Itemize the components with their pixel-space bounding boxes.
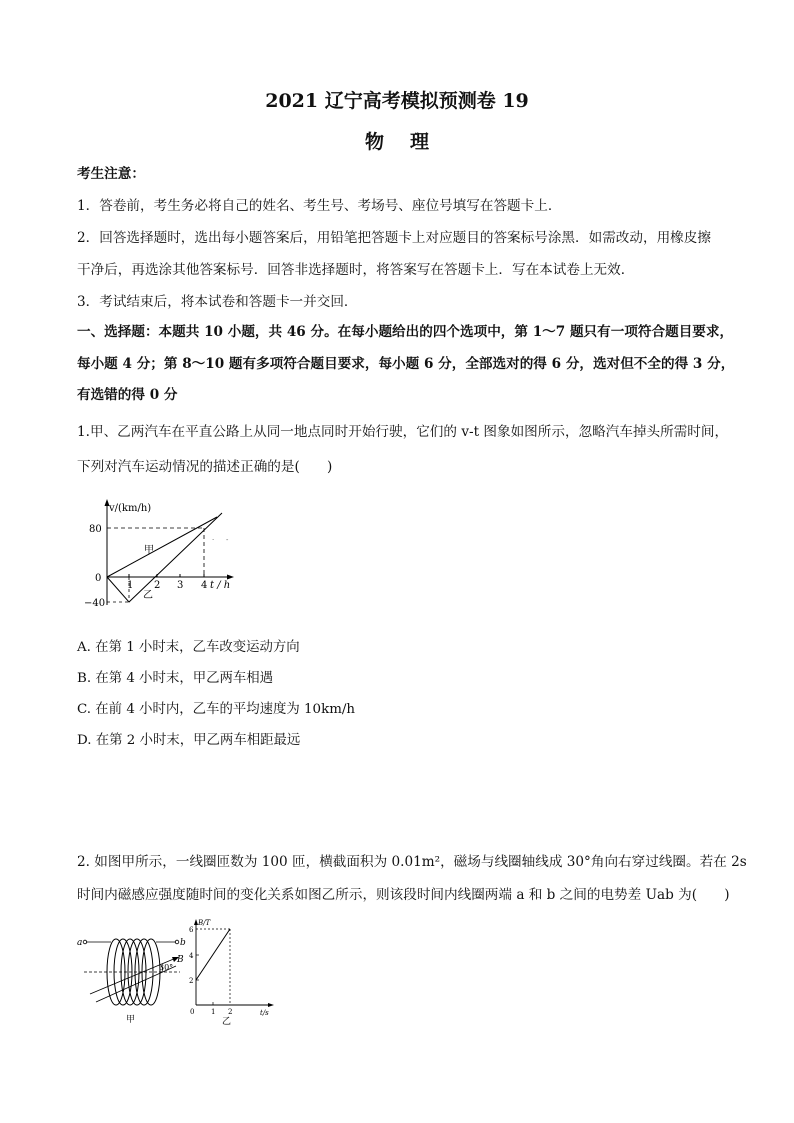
q2-ytick-6: 6 <box>189 926 194 934</box>
q1-ytick-0: 0 <box>95 573 102 584</box>
q1-label-jia: 甲 <box>144 545 154 556</box>
q2-xtick-1: 1 <box>211 1008 216 1016</box>
q2-xtick-2: 2 <box>228 1008 233 1016</box>
q2-bt-graph <box>184 915 284 1027</box>
q1-stem-1: 1.甲、乙两汽车在平直公路上从同一地点同时开始行驶，它们的 v-t 图象如图所示，忽略汽车掉头所需时间， <box>77 424 729 440</box>
q2-xlabel: t/s <box>260 1009 269 1017</box>
svg-text:·: · <box>212 536 215 544</box>
q1-line-jia <box>107 517 217 577</box>
q2-stem-1: 2. 如图甲所示，一线圈匝数为 100 匝，横截面积为 0.01m²，磁场与线圈轴线成 30°角向右穿过线圈。若在 2s <box>77 854 747 870</box>
q1-label-yi: 乙 <box>143 590 153 601</box>
q1-option-d: D. 在第 2 小时末，甲乙两车相距最远 <box>77 733 301 748</box>
q1-xlabel: t / h <box>210 580 231 591</box>
exam-title: 2021 辽宁高考模拟预测卷 19 <box>265 90 529 112</box>
q2-label-b: b <box>180 938 186 948</box>
q1-option-c: C. 在前 4 小时内，乙车的平均速度为 10km/h <box>77 702 356 717</box>
q1-option-a: A. 在第 1 小时末，乙车改变运动方向 <box>77 640 300 655</box>
q2-label-a: a <box>77 938 83 948</box>
q1-option-b: B. 在第 4 小时末，甲乙两车相遇 <box>77 671 274 686</box>
q1-xtick-4: 4 <box>201 580 208 591</box>
section1-line-3: 有选错的得 0 分 <box>77 387 178 403</box>
notice-item-3: 3．考试结束后，将本试卷和答题卡一并交回． <box>77 294 358 310</box>
q2-line-B <box>196 929 230 980</box>
q2-ytick-2: 2 <box>189 977 194 985</box>
q1-stem-2: 下列对汽车运动情况的描述正确的是( ) <box>77 459 333 475</box>
q2-xtick-0: 0 <box>190 1008 195 1016</box>
q2-graph-caption: 乙 <box>222 1017 232 1027</box>
subject-title: 物理 <box>364 131 455 153</box>
q1-xtick-1: 1 <box>127 580 134 591</box>
q1-xtick-2: 2 <box>154 580 161 591</box>
notice-item-1: 1．答卷前，考生务必将自己的姓名、考生号、考场号、座位号填写在答题卡上． <box>77 198 562 214</box>
section1-line-2: 每小题 4 分；第 8～10 题有多项符合题目要求，每小题 6 分，全部选对的得 6 分，选对但不全的得 3 分， <box>77 356 735 372</box>
q2-label-B: B <box>177 955 184 965</box>
q2-stem-2: 时间内磁感应强度随时间的变化关系如图乙所示，则该段时间内线圈两端 a 和 b 之间的电势差 Uab 为( ) <box>77 887 730 903</box>
notice-heading: 考生注意： <box>77 166 145 182</box>
q1-vt-graph <box>82 495 252 615</box>
q2-ylabel: B/T <box>198 919 211 927</box>
q1-ylabel: v/(km/h) <box>109 503 152 514</box>
q2-coil-diagram <box>76 922 194 1027</box>
q2-ytick-4: 4 <box>189 952 194 960</box>
q2-label-angle: 30° <box>159 963 174 972</box>
q2-coil-caption: 甲 <box>126 1015 136 1025</box>
section1-line-1: 一、选择题：本题共 10 小题，共 46 分。在每小题给出的四个选项中，第 1～7 题只有一项符合题目要求， <box>77 324 734 340</box>
notice-item-2-cont: 干净后，再选涂其他答案标号．回答非选择题时，将答案写在答题卡上．写在本试卷上无效． <box>77 262 635 278</box>
q1-xtick-3: 3 <box>177 580 184 591</box>
q1-ytick-neg40: −40 <box>84 598 106 609</box>
svg-text:-: - <box>226 536 229 544</box>
notice-item-2: 2．回答选择题时，选出每小题答案后，用铅笔把答题卡上对应题目的答案标号涂黑．如需改动，用橡皮擦 <box>77 230 711 246</box>
q1-ytick-80: 80 <box>89 524 102 535</box>
